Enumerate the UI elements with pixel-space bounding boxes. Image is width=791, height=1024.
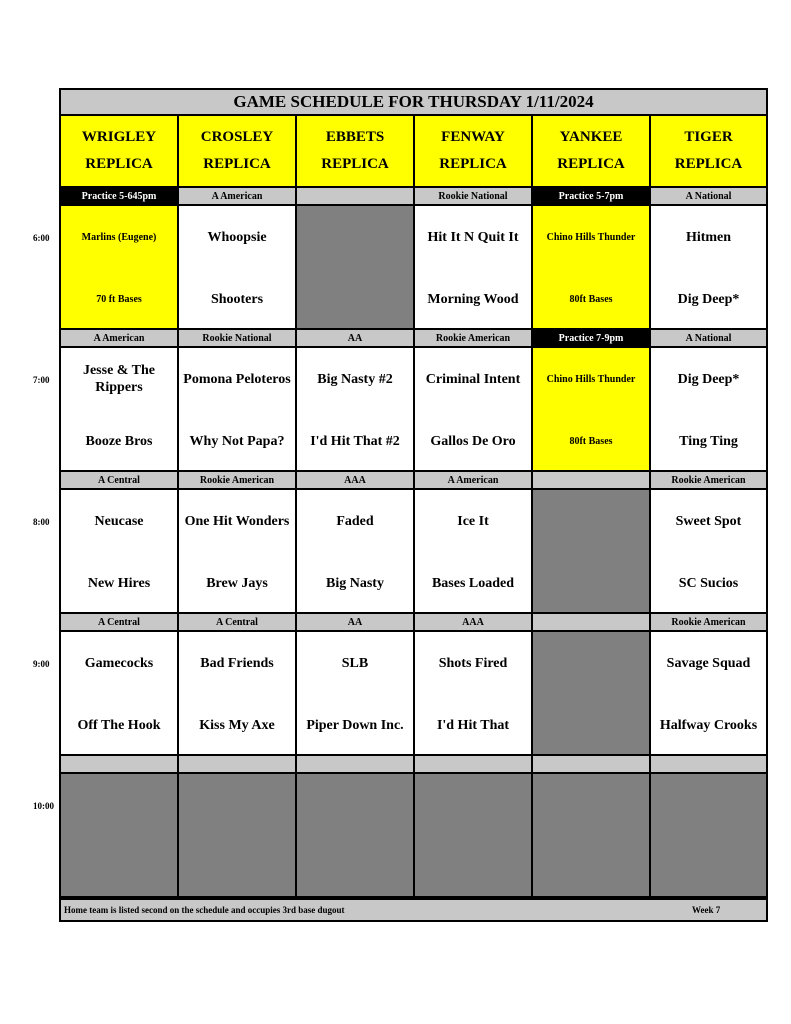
visiting-team: Faded (336, 513, 374, 529)
game-cell (179, 490, 295, 612)
visiting-team: Hitmen (685, 229, 732, 245)
empty-game-cell (533, 632, 649, 754)
division-label: Rookie American (179, 472, 295, 488)
home-team: Big Nasty (326, 575, 384, 591)
empty-game-cell (533, 490, 649, 612)
field-header-1 (179, 116, 295, 186)
game-cell (297, 632, 413, 754)
field-name: CROSLEY (200, 129, 274, 145)
empty-game-cell (61, 774, 177, 896)
field-header-4 (533, 116, 649, 186)
division-label: A Central (61, 472, 177, 488)
division-label (61, 756, 177, 772)
field-subtitle: REPLICA (674, 156, 743, 172)
visiting-team: Jesse & The Rippers (82, 363, 156, 395)
time-label: 8:00 (33, 517, 50, 527)
visiting-team: Pomona Peloteros (183, 371, 291, 387)
field-header-5 (651, 116, 766, 186)
footer-bar (61, 900, 766, 920)
game-cell (61, 206, 177, 328)
division-label (415, 756, 531, 772)
division-label: AAA (415, 614, 531, 630)
page-title: GAME SCHEDULE FOR THURSDAY 1/11/2024 (61, 90, 766, 114)
division-label (297, 756, 413, 772)
game-cell (651, 206, 766, 328)
visiting-team: Ice It (457, 513, 489, 529)
home-team: Halfway Crooks (659, 717, 758, 733)
home-team: 80ft Bases (569, 435, 613, 447)
game-cell (533, 348, 649, 470)
empty-game-cell (297, 774, 413, 896)
time-label: 9:00 (33, 659, 50, 669)
home-team: Why Not Papa? (189, 433, 285, 449)
time-label: 6:00 (33, 233, 50, 243)
empty-game-cell (297, 206, 413, 328)
division-label: A National (651, 330, 766, 346)
field-name: YANKEE (559, 129, 623, 145)
division-label: Rookie National (179, 330, 295, 346)
game-cell (297, 490, 413, 612)
game-cell (651, 348, 766, 470)
game-cell (415, 490, 531, 612)
division-label: A Central (61, 614, 177, 630)
division-label (179, 756, 295, 772)
game-cell (533, 206, 649, 328)
field-name: EBBETS (325, 129, 385, 145)
home-team: Brew Jays (206, 575, 268, 591)
week-label: Week 7 (692, 905, 721, 915)
division-label: A American (415, 472, 531, 488)
time-label: 10:00 (33, 801, 54, 811)
visiting-team: Whoopsie (207, 229, 267, 245)
home-team: Kiss My Axe (199, 717, 275, 733)
division-label: A American (61, 330, 177, 346)
division-label: Rookie American (651, 614, 766, 630)
visiting-team: SLB (341, 655, 369, 671)
visiting-team: Gamecocks (84, 655, 154, 671)
division-label: A American (179, 188, 295, 204)
division-label: AA (297, 614, 413, 630)
game-cell (415, 206, 531, 328)
division-label: A National (651, 188, 766, 204)
home-team: 80ft Bases (569, 293, 613, 305)
division-label: AA (297, 330, 413, 346)
division-label (533, 756, 649, 772)
division-label: Rookie American (415, 330, 531, 346)
division-label: Practice 5-645pm (61, 188, 177, 204)
game-cell (179, 348, 295, 470)
visiting-team: One Hit Wonders (184, 513, 290, 529)
field-name: FENWAY (441, 129, 505, 145)
home-team: Booze Bros (85, 433, 153, 449)
home-team: Ting Ting (679, 433, 738, 449)
home-team: I'd Hit That (436, 717, 510, 733)
division-label: Practice 5-7pm (533, 188, 649, 204)
division-label: Rookie National (415, 188, 531, 204)
game-cell (297, 348, 413, 470)
field-subtitle: REPLICA (557, 156, 625, 172)
home-team: I'd Hit That #2 (310, 433, 400, 449)
game-cell (415, 348, 531, 470)
visiting-team: Chino Hills Thunder (546, 231, 636, 243)
home-team: Piper Down Inc. (306, 717, 404, 733)
visiting-team: Shots Fired (438, 655, 508, 671)
division-label (533, 614, 649, 630)
game-cell (61, 348, 177, 470)
schedule-table (59, 88, 768, 922)
empty-game-cell (533, 774, 649, 896)
division-label: A Central (179, 614, 295, 630)
field-subtitle: REPLICA (439, 156, 507, 172)
time-label: 7:00 (33, 375, 50, 385)
visiting-team: Dig Deep* (677, 371, 740, 387)
division-label: Rookie American (651, 472, 766, 488)
empty-game-cell (179, 774, 295, 896)
field-name: TIGER (684, 129, 733, 145)
division-label (297, 188, 413, 204)
game-cell (651, 490, 766, 612)
home-team: Off The Hook (77, 717, 161, 733)
home-team: SC Sucios (678, 575, 739, 591)
visiting-team: Bad Friends (200, 655, 274, 671)
empty-game-cell (415, 774, 531, 896)
visiting-team: Marlins (Eugene) (81, 231, 157, 243)
field-subtitle: REPLICA (203, 156, 271, 172)
division-label: AAA (297, 472, 413, 488)
home-team: Dig Deep* (677, 291, 740, 307)
division-label: Practice 7-9pm (533, 330, 649, 346)
field-subtitle: REPLICA (85, 156, 153, 172)
home-team: New Hires (87, 575, 151, 591)
game-cell (61, 490, 177, 612)
home-team: Shooters (210, 291, 264, 307)
field-header-2 (297, 116, 413, 186)
home-team: Gallos De Oro (430, 433, 516, 449)
visiting-team: Criminal Intent (425, 371, 521, 387)
home-team: 70 ft Bases (96, 293, 142, 305)
visiting-team: Sweet Spot (675, 513, 742, 529)
game-cell (61, 632, 177, 754)
visiting-team: Big Nasty #2 (317, 371, 393, 387)
game-cell (179, 632, 295, 754)
field-header-0 (61, 116, 177, 186)
visiting-team: Chino Hills Thunder (546, 373, 636, 385)
visiting-team: Hit It N Quit It (427, 229, 519, 245)
footer-note: Home team is listed second on the schedule and occupies 3rd base dugout (64, 905, 345, 915)
game-cell (179, 206, 295, 328)
visiting-team: Neucase (94, 513, 144, 529)
home-team: Bases Loaded (431, 575, 515, 591)
field-name: WRIGLEY (81, 129, 157, 145)
division-label (651, 756, 766, 772)
game-cell (651, 632, 766, 754)
visiting-team: Savage Squad (666, 655, 751, 671)
field-header-3 (415, 116, 531, 186)
game-cell (415, 632, 531, 754)
field-subtitle: REPLICA (321, 156, 389, 172)
division-label (533, 472, 649, 488)
empty-game-cell (651, 774, 766, 896)
home-team: Morning Wood (427, 291, 519, 307)
